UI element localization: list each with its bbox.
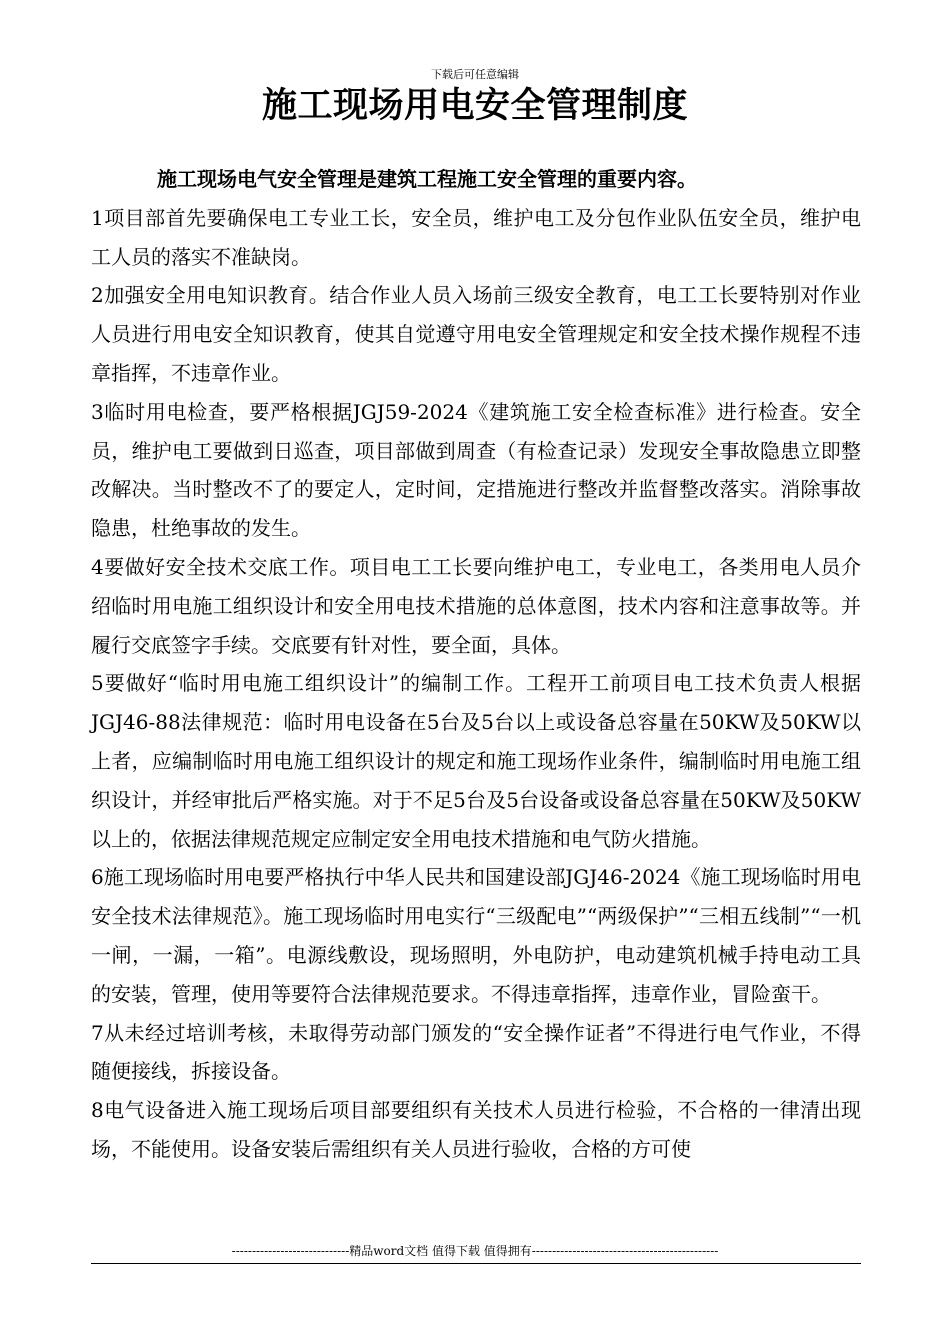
paragraph-8: 8电气设备进入施工现场后项目部要组织有关技术人员进行检验，不合格的一律清出现场，不能使用。设备安装后需组织有关人员进行验收，合格的方可使 (91, 1098, 861, 1161)
document-title: 施工现场用电安全管理制度 (261, 85, 688, 126)
paragraph-1: 1项目部首先要确保电工专业工长，安全员，维护电工及分包作业队伍安全员，维护电工人员的落实不准缺岗。 (91, 205, 861, 269)
paragraph-2: 2加强安全用电知识教育。结合作业人员入场前三级安全教育，电工工长要特别对作业人员进行用电安全知识教育，使其自觉遵守用电安全管理规定和安全技术操作规程不违章指挥，不违章作业。 (91, 283, 861, 385)
paragraph-6: 6施工现场临时用电要严格执行中华人民共和国建设部JGJ46-2024《施工现场临时用电安全技术法律规范》。施工现场临时用电实行“三级配电”“两级保护”“三相五线制”“一机一闸，一漏，一箱”。电源线敷设，现场照明，外电防护，电动建筑机械手持电动工具的安装，管理，使用等要符合法律规范要求。不得违章指挥，违章作业，冒险蛮干。 (91, 865, 861, 1006)
header-note: 下载后可任意编辑 (431, 68, 519, 81)
lead-paragraph: 施工现场电气安全管理是建筑工程施工安全管理的重要内容。 (157, 167, 697, 191)
footer-divider (91, 1263, 861, 1264)
paragraph-5: 5要做好“临时用电施工组织设计”的编制工作。工程开工前项目电工技术负责人根据JGJ46-88法律规范：临时用电设备在5台及5台以上或设备总容量在50KW及50KW以上者，应编制临时用电施工组织设计的规定和施工现场作业条件，编制临时用电施工组织设计，并经审批后严格实施。对于不足5台及5台设备或设备总容量在50KW及50KW以上的，依据法律规范规定应制定安全用电技术措施和电气防火措施。 (91, 671, 861, 851)
paragraph-3: 3临时用电检查，要严格根据JGJ59-2024《建筑施工安全检查标准》进行检查。安全员，维护电工要做到日巡查，项目部做到周查（有检查记录）发现安全事故隐患立即整改解决。当时整改不了的要定人，定时间，定措施进行整改并监督整改落实。消除事故隐患，杜绝事故的发生。 (91, 399, 861, 541)
footer-note: -----------------------------精品word文档 值得下载 值得拥有---------------------------------------------- (231, 1244, 719, 1258)
paragraph-7: 7从未经过培训考核，未取得劳动部门颁发的“安全操作证者”不得进行电气作业，不得随便接线，拆接设备。 (91, 1020, 861, 1084)
paragraph-4: 4要做好安全技术交底工作。项目电工工长要向维护电工，专业电工，各类用电人员介绍临时用电施工组织设计和安全用电技术措施的总体意图，技术内容和注意事故等。并履行交底签字手续。交底要有针对性，要全面，具体。 (91, 554, 861, 657)
document-body (91, 160, 861, 1169)
